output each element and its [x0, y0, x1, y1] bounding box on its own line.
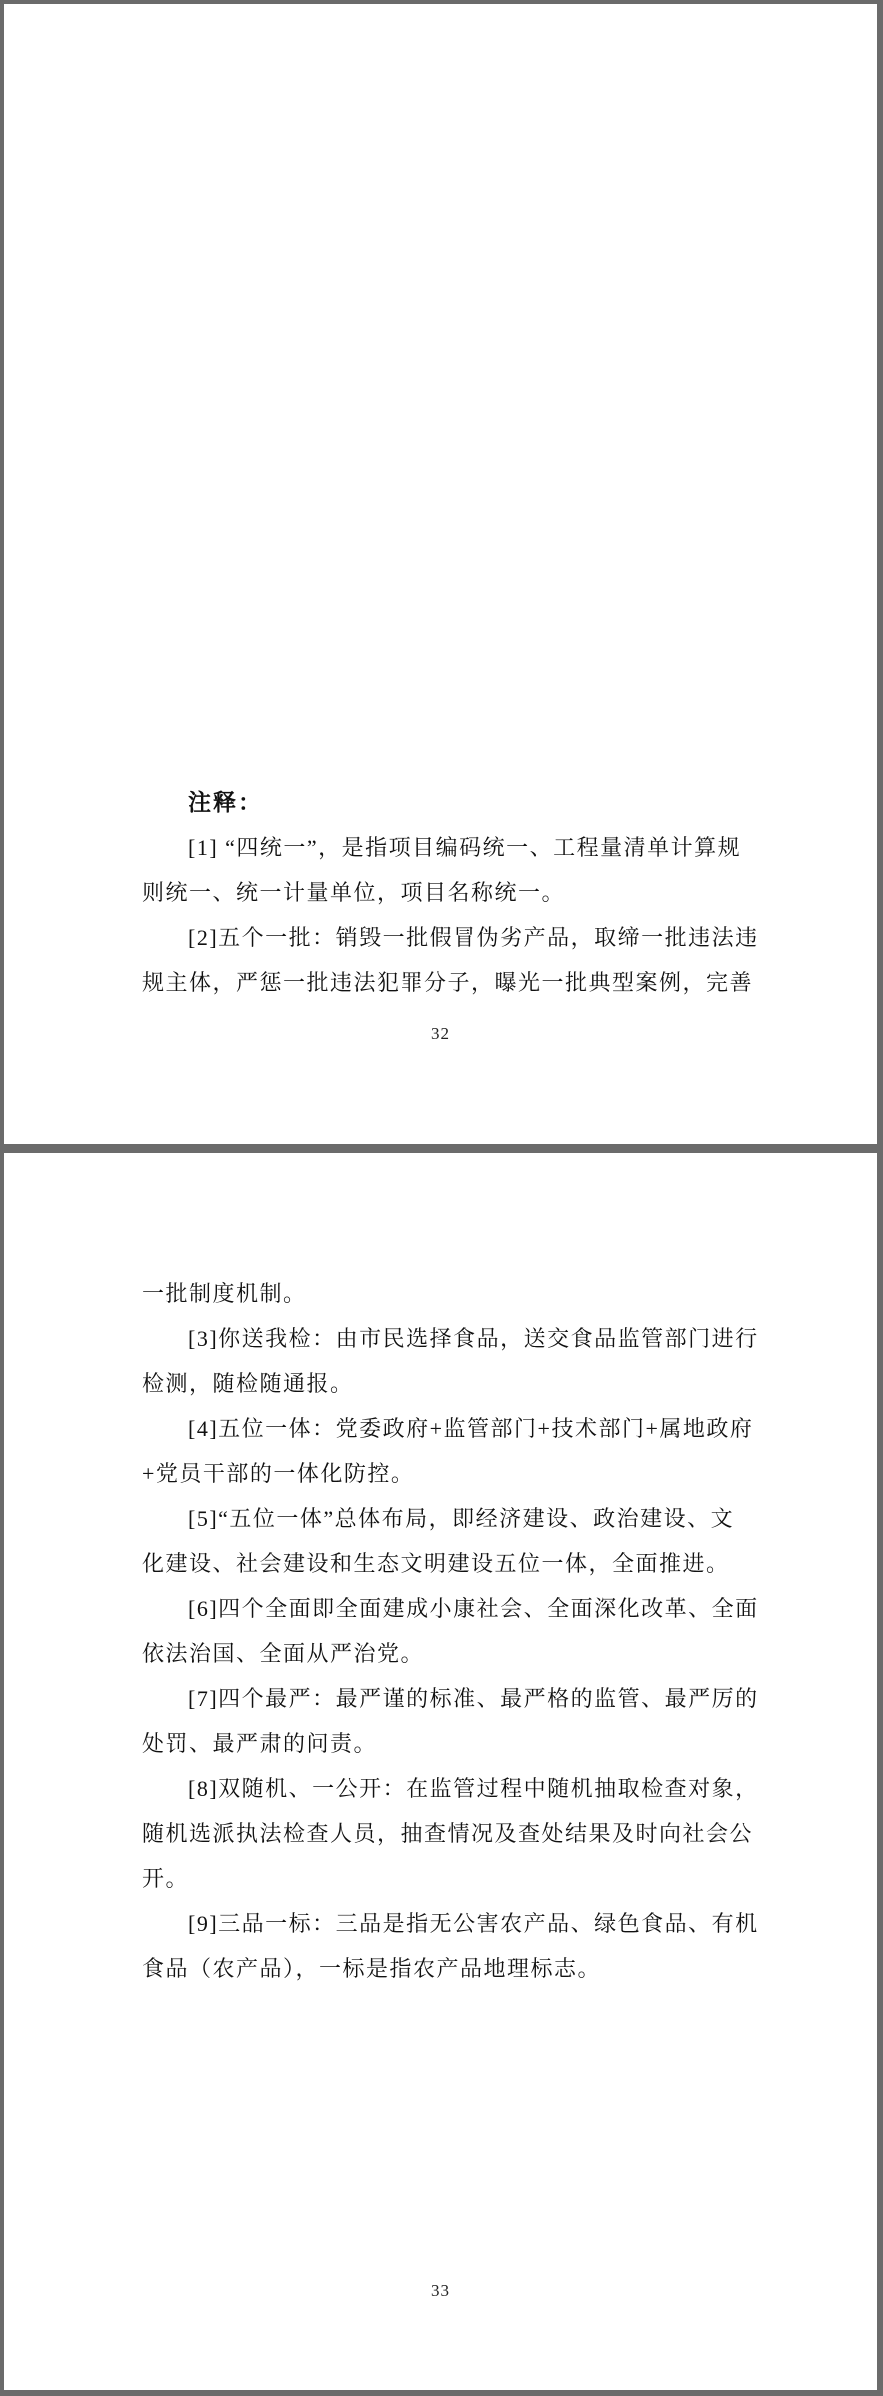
- note-line: [9]三品一标：三品是指无公害农产品、绿色食品、有机: [188, 1911, 759, 1936]
- note-line: [2]五个一批：销毁一批假冒伪劣产品，取缔一批违法违: [188, 925, 759, 950]
- note-line: 处罚、最严肃的问责。: [142, 1731, 378, 1756]
- note-line: 依法治国、全面从严治党。: [142, 1641, 425, 1666]
- page-number: 32: [431, 1024, 450, 1043]
- note-line: 食品（农产品），一标是指农产品地理标志。: [142, 1956, 602, 1981]
- note-line: 随机选派执法检查人员，抽查情况及查处结果及时向社会公: [142, 1821, 754, 1846]
- note-line: 则统一、统一计量单位，项目名称统一。: [142, 880, 566, 905]
- document-page-32: [4, 4, 877, 1144]
- note-line: +党员干部的一体化防控。: [142, 1461, 415, 1486]
- page-number: 33: [431, 2281, 450, 2300]
- note-line: [3]你送我检：由市民选择食品，送交食品监管部门进行: [188, 1326, 759, 1351]
- note-line: [8]双随机、一公开：在监管过程中随机抽取检查对象，: [188, 1776, 759, 1801]
- note-line: 开。: [142, 1866, 190, 1891]
- note-line: [4]五位一体：党委政府+监管部门+技术部门+属地政府: [188, 1416, 754, 1441]
- document-page-33: [4, 1153, 877, 2390]
- note-line: 一批制度机制。: [142, 1281, 307, 1306]
- notes-text-block: [142, 1271, 759, 1991]
- note-line: [6]四个全面即全面建成小康社会、全面深化改革、全面: [188, 1596, 759, 1621]
- note-line: [7]四个最严：最严谨的标准、最严格的监管、最严厉的: [188, 1686, 759, 1711]
- note-line: 化建设、社会建设和生态文明建设五位一体，全面推进。: [142, 1551, 730, 1576]
- note-line: [1] “四统一”，是指项目编码统一、工程量清单计算规: [188, 835, 742, 860]
- note-line: 检测，随检随通报。: [142, 1371, 354, 1396]
- note-line: [5]“五位一体”总体布局，即经济建设、政治建设、文: [188, 1506, 735, 1531]
- notes-text-block: [142, 780, 759, 1005]
- note-line: 规主体，严惩一批违法犯罪分子，曝光一批典型案例，完善: [142, 970, 754, 995]
- notes-heading: 注释：: [188, 790, 263, 815]
